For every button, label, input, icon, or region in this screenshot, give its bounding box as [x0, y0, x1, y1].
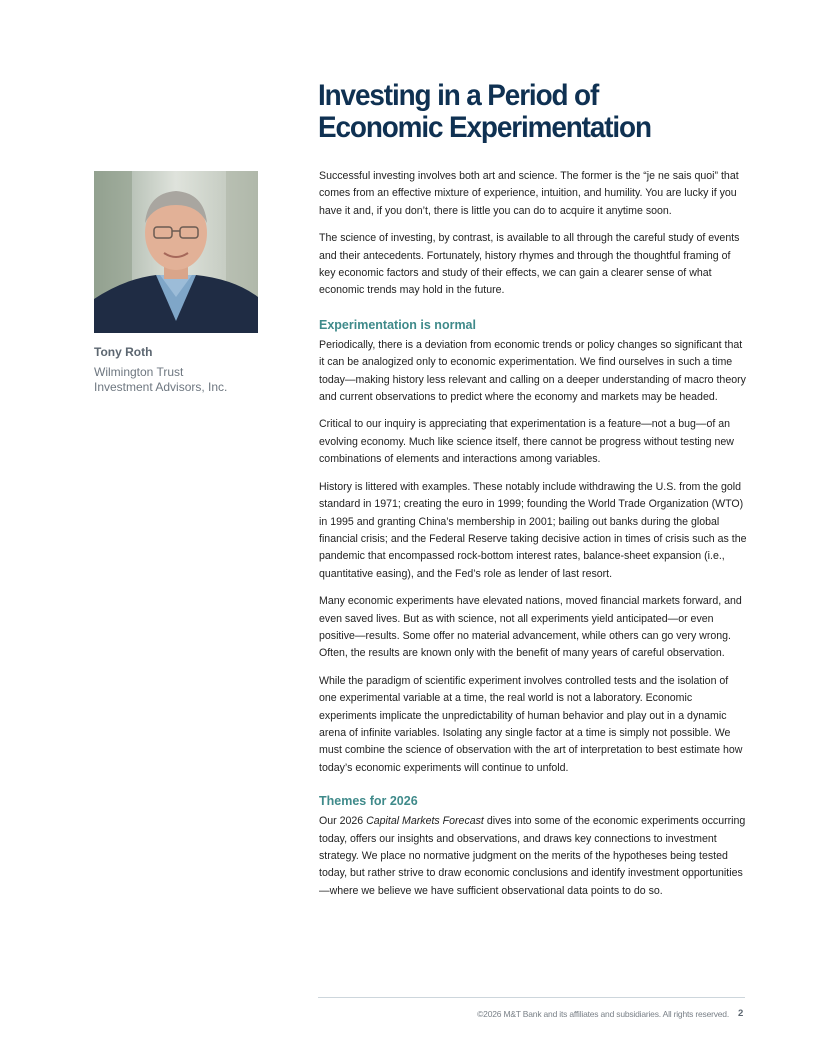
footer-copyright: ©2026 M&T Bank and its affiliates and subsidiaries. All rights reserved.	[477, 1009, 729, 1019]
forecast-title-italic: Capital Markets Forecast	[366, 815, 484, 828]
themes-text-before: Our 2026	[319, 815, 367, 828]
footer-divider	[318, 997, 745, 998]
section1-paragraph-4: Many economic experiments have elevated nations, moved financial markets forward, and even saved lives. But as with science, not all experiments yield anticipated—or even positive—results. Some offer no material advancement, while others can go very wrong. Often, the results are known only with the benefit of many years of careful observation.	[319, 595, 742, 660]
article-body	[319, 168, 747, 910]
author-org-line-1: Wilmington Trust	[94, 365, 184, 379]
themes-text-after: dives into some of the economic experiments occurring today, offers our insights and observations, and draws key connections to investment strategy. We place no normative judgment on the merits of the hypotheses being tested today, but rather strive to draw economic conclusions and identify investment opportunities—where we believe we have sufficient observational data points to do so.	[319, 815, 746, 897]
intro-paragraph-2: The science of investing, by contrast, is available to all through the careful study of events and their antecedents. Fortunately, history rhymes and through the thoughtful framing of key economic factors and study of their effects, we can gain a clearer sense of what economic trends may hold in the future.	[319, 232, 740, 297]
intro-paragraph-1: Successful investing involves both art and science. The former is the “je ne sais quoi” that comes from an effective mixture of experience, intuition, and humility. You are lucky if you have it and, if you don’t, there is little you can do to acquire it anytime soon.	[319, 170, 739, 217]
section1-paragraph-1: Periodically, there is a deviation from economic trends or policy changes so significant that it can be analogized only to economic experimentation. We find ourselves in such a time today—making history less relevant and calling on a deeper understanding of macro theory and current observations to predict where the economy and markets may be headed.	[319, 338, 746, 404]
section-heading-experimentation: Experimentation is normal	[319, 317, 476, 332]
author-photo	[94, 171, 258, 333]
section1-paragraph-3: History is littered with examples. These notably include withdrawing the U.S. from the gold standard in 1971; creating the euro in 1999; founding the World Trade Organization (WTO) in 1995 and granting China’s membership in 2001; bailing out banks during the global financial crisis; and the Federal Reserve taking decisive action in times of crisis such as the pandemic that encompassed rock-bottom interest rates, balance-sheet expansion (i.e., quantitative easing), and the Fed’s role as lender of last resort.	[319, 480, 747, 580]
page-number: 2	[738, 1008, 744, 1019]
author-name: Tony Roth	[94, 345, 153, 359]
page-title	[318, 80, 727, 144]
section2-paragraph-1	[319, 813, 747, 900]
author-org-line-2: Investment Advisors, Inc.	[94, 380, 228, 394]
title-line-1: Investing in a Period of	[318, 79, 599, 112]
section-heading-themes: Themes for 2026	[319, 794, 418, 809]
section1-paragraph-2: Critical to our inquiry is appreciating that experimentation is a feature—not a bug—of an evolving economy. Much like science itself, there cannot be progress without testing new combinations of elements and interactions among variables.	[319, 418, 734, 466]
author-organization	[94, 365, 264, 395]
title-line-2: Economic Experimentation	[318, 111, 651, 144]
section1-paragraph-5: While the paradigm of scientific experiment involves controlled tests and the isolation of one experimental variable at a time, the real world is not a laboratory. Economic experiments implicate the unpredictability of human behavior and play out in a dynamic arena of infinite variables. Isolating any single factor at a time is simply not possible. We must combine the science of observation with the art of interpretation to best estimate how today’s economic experiments will continue to unfold.	[319, 674, 743, 774]
